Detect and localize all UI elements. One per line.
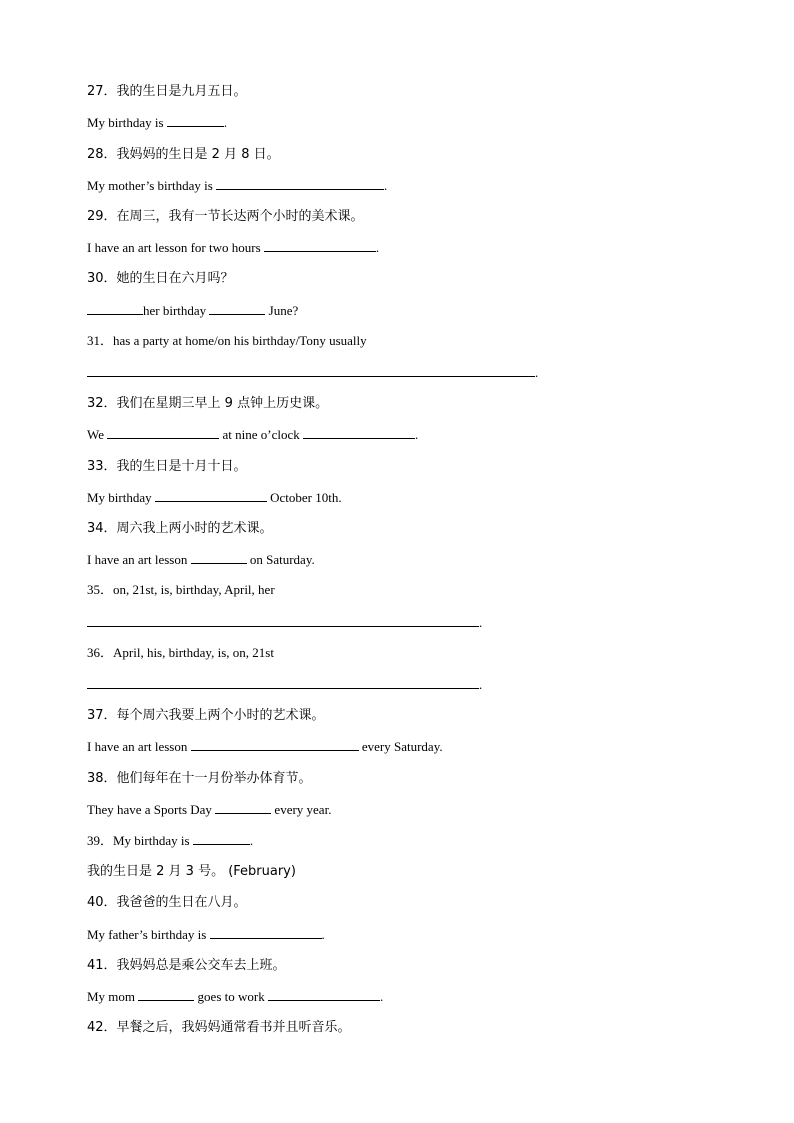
answer-blank[interactable] bbox=[138, 988, 194, 1001]
question-text: 39．My birthday is bbox=[87, 833, 193, 848]
question-35-prompt bbox=[87, 582, 275, 598]
question-39-prompt bbox=[87, 832, 253, 849]
answer-text: every year. bbox=[271, 802, 332, 817]
question-41-answer bbox=[87, 988, 383, 1005]
question-38-answer bbox=[87, 801, 331, 818]
answer-text: I have an art lesson bbox=[87, 552, 191, 567]
answer-text: My father’s birthday is bbox=[87, 927, 210, 942]
question-33-answer bbox=[87, 489, 342, 506]
answer-text: . bbox=[415, 427, 419, 442]
question-text: 40．我爸爸的生日在八月。 bbox=[87, 895, 247, 910]
answer-blank[interactable] bbox=[216, 177, 384, 190]
question-text: 34．周六我上两小时的艺术课。 bbox=[87, 521, 273, 536]
answer-text: . bbox=[479, 615, 483, 630]
question-34-answer bbox=[87, 551, 315, 568]
answer-blank[interactable] bbox=[303, 426, 415, 439]
question-31-answer bbox=[87, 364, 538, 381]
question-text: 38．他们每年在十一月份举办体育节。 bbox=[87, 771, 312, 786]
question-42-prompt bbox=[87, 1019, 351, 1036]
question-37-prompt bbox=[87, 707, 325, 724]
answer-text: My mom bbox=[87, 989, 139, 1004]
question-38-prompt bbox=[87, 770, 312, 787]
answer-blank[interactable] bbox=[87, 302, 143, 315]
answer-blank[interactable] bbox=[215, 801, 271, 814]
question-text: 28．我妈妈的生日是 2 月 8 日。 bbox=[87, 147, 280, 162]
answer-blank[interactable] bbox=[87, 676, 479, 689]
question-41-prompt bbox=[87, 957, 286, 974]
question-27-prompt bbox=[87, 83, 247, 100]
question-37-answer bbox=[87, 738, 443, 755]
answer-text: every Saturday. bbox=[358, 739, 443, 754]
question-28-answer bbox=[87, 177, 387, 194]
answer-text: . bbox=[375, 240, 380, 255]
answer-text: . bbox=[379, 989, 384, 1004]
question-36-answer bbox=[87, 676, 482, 693]
question-33-prompt bbox=[87, 458, 247, 475]
answer-blank[interactable] bbox=[193, 832, 250, 845]
answer-blank[interactable] bbox=[210, 926, 322, 939]
answer-text: They have a Sports Day bbox=[87, 802, 216, 817]
question-31-prompt bbox=[87, 333, 367, 349]
answer-text: June? bbox=[265, 303, 299, 318]
answer-text: My mother’s birthday is bbox=[87, 178, 217, 193]
question-text: 33．我的生日是十月十日。 bbox=[87, 459, 247, 474]
answer-text: My birthday is bbox=[87, 115, 167, 130]
answer-text: at nine o’clock bbox=[219, 427, 303, 442]
question-text: 31．has a party at home/on his birthday/Tony usually bbox=[87, 333, 367, 348]
answer-text: I have an art lesson bbox=[87, 739, 191, 754]
answer-text: her birthday bbox=[143, 303, 210, 318]
question-40-answer bbox=[87, 926, 325, 943]
answer-blank[interactable] bbox=[191, 738, 359, 751]
answer-text: . bbox=[321, 927, 325, 942]
answer-text: My birthday bbox=[87, 490, 155, 505]
question-27-answer bbox=[87, 114, 227, 131]
answer-text: October 10th. bbox=[266, 490, 342, 505]
answer-blank[interactable] bbox=[87, 614, 479, 627]
question-28-prompt bbox=[87, 146, 280, 163]
question-text: 30．她的生日在六月吗？ bbox=[87, 271, 234, 286]
answer-blank[interactable] bbox=[167, 114, 224, 127]
answer-text: . bbox=[479, 677, 483, 692]
question-35-answer bbox=[87, 614, 482, 631]
question-text: 32．我们在星期三早上 9 点钟上历史课。 bbox=[87, 396, 329, 411]
question-text: 35．on, 21st, is, birthday, April, her bbox=[87, 582, 275, 597]
question-29-answer bbox=[87, 239, 379, 256]
answer-blank[interactable] bbox=[209, 302, 265, 315]
answer-text: goes to work bbox=[194, 989, 268, 1004]
question-text: 29．在周三，我有一节长达两个小时的美术课。 bbox=[87, 209, 364, 224]
answer-blank[interactable] bbox=[155, 489, 267, 502]
answer-blank[interactable] bbox=[268, 988, 380, 1001]
question-text: 41．我妈妈总是乘公交车去上班。 bbox=[87, 958, 286, 973]
answer-blank[interactable] bbox=[107, 426, 219, 439]
answer-text: on Saturday. bbox=[246, 552, 315, 567]
question-30-answer bbox=[87, 302, 298, 319]
question-text: 42．早餐之后，我妈妈通常看书并且听音乐。 bbox=[87, 1020, 351, 1035]
question-40-prompt bbox=[87, 894, 247, 911]
question-text: 36．April, his, birthday, is, on, 21st bbox=[87, 645, 274, 660]
question-29-prompt bbox=[87, 208, 364, 225]
answer-text: . bbox=[535, 365, 539, 380]
question-32-prompt bbox=[87, 395, 328, 412]
question-text: 37．每个周六我要上两个小时的艺术课。 bbox=[87, 708, 325, 723]
answer-text: I have an art lesson for two hours bbox=[87, 240, 264, 255]
answer-text: We bbox=[87, 427, 108, 442]
answer-blank[interactable] bbox=[264, 239, 376, 252]
answer-text: . bbox=[223, 115, 228, 130]
question-34-prompt bbox=[87, 520, 273, 537]
answer-blank[interactable] bbox=[87, 364, 535, 377]
question-39-hint bbox=[87, 863, 296, 880]
question-32-answer bbox=[87, 426, 418, 443]
hint-text: 我的生日是 2 月 3 号。 (February) bbox=[87, 864, 296, 879]
answer-blank[interactable] bbox=[191, 551, 247, 564]
question-36-prompt bbox=[87, 645, 274, 661]
answer-text: . bbox=[384, 178, 388, 193]
question-30-prompt bbox=[87, 270, 234, 287]
question-text: 27．我的生日是九月五日。 bbox=[87, 84, 247, 99]
question-text: . bbox=[249, 833, 254, 848]
